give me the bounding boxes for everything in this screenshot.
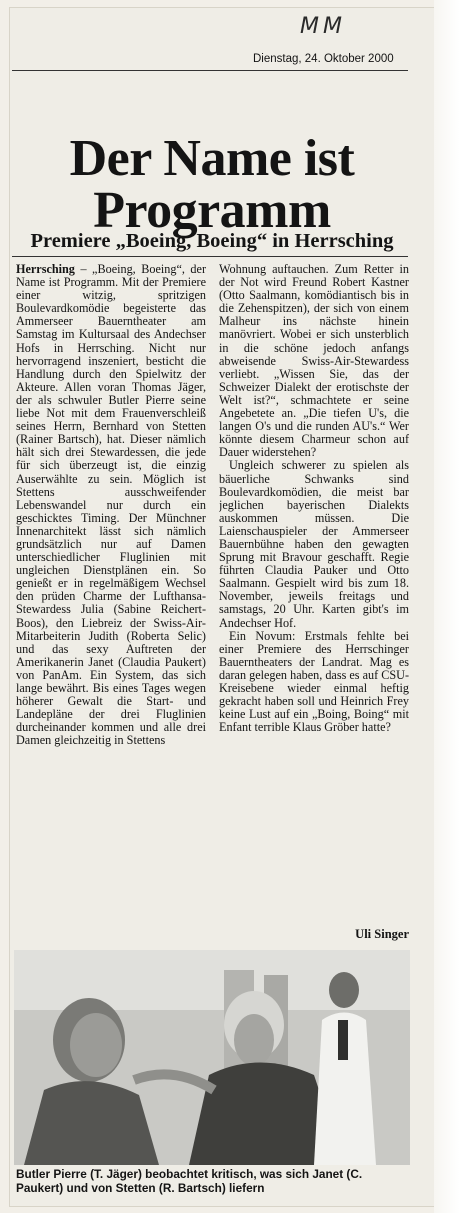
press-photo [14,950,410,1165]
lead-word: Herrsching [16,263,75,276]
subhead-rule [12,256,408,257]
handwritten-note: MM [300,14,346,39]
photo-caption: Butler Pierre (T. Jäger) beobachtet kritisch, was sich Janet (C. Paukert) und von Stetten (R. Bartsch) liefern [16,1167,363,1195]
article-column-right [219,263,409,943]
paragraph: Ein Novum: Erstmals fehlte bei einer Premiere des Herrschinger Bauerntheaters der Landrat. Mag es daran gelegen haben, dass es auf CSU-Kreisebene wieder einmal heftig gekracht haben soll und Heinrich Frey keine Lust auf ein „Boing, Boing“ mit Enfant terrible Klaus Gröber hatte? [219,628,409,735]
header-rule [12,70,408,71]
headline: Der Name ist Programm [69,129,355,239]
paragraph: Wohnung auftauchen. Zum Retter in der Not wird Freund Robert Kastner (Otto Saalmann, komödiantisch bis in die Zehenspitzen), der sich von einem Malheur ins nächste hinein manövriert. Wobei er sich unsterblich in die schöne jedoch anfangs abweisende Swiss-Air-Stewardess verliebt. „Wissen Sie, das der Schweizer Dialekt der erotischste der Welt ist?“, schmachtete er seine Angebetete an. „Die tiefen U's, die langen O's und die runden AU's.“ Wer könnte diesem Charmeur schon auf Dauer widerstehen? [219,263,409,460]
paragraph [16,263,206,747]
paper-edge [434,0,460,1213]
paragraph-text: – „Boeing, Boeing“, der Name ist Programm. Mit der Premiere einer witzig, spritzigen Boulevardkomödie begeisterte das Ammerseer Bauerntheater am Samstag im Kultursaal des Andechser Hofs in Herrsching. Nicht nur hervorragend inszeniert, besticht die Handlung durch den Spielwitz der Akteure. Allen voran Thomas Jäger, der als schwuler Butler Pierre seine liebe Not mit dem Frauenverschleiß seines Herrn, Bernhard von Stetten (Rainer Bartsch), hat. Dieser nämlich hält sich drei Stewardessen, die jede für sich überzeugt ist, die einzig Auserwählte zu sein. Möglich ist Stettens ausschweifender Lebenswandel nur durch ein geschicktes Timing. Der Münchner Innenarchitekt lässt sich nämlich grundsätzlich nur auf Damen unterschiedlicher Fluglinien mit ungleichen Dienstplänen ein. So genießt er in regelmäßigem Wechsel den prüden Charme der Lufthansa-Stewardess Julia (Sabine Reichert-Boos), den Liebreiz der Swiss-Air-Mitarbeiterin Judith (Roberta Selic) und das sexy Auftreten der Amerikanerin Janet (Claudia Paukert) von PanAm. Ein System, das sich lange bewährt. Bis eines Tages wegen höherer Gewalt die Start- und Landepläne der drei Fluglinien durcheinander kommen und alle drei Damen gleichzeitig in Stettens [16,263,206,748]
subheadline: Premiere „Boeing, Boeing“ in Herrsching [30,230,394,252]
article-column-left [16,263,206,943]
author-byline: Uli Singer [355,927,409,941]
paragraph: Ungleich schwerer zu spielen als bäuerliche Schwanks sind Boulevardkomödien, die meist bar jeglichen bayerischen Dialekts auskommen müssen. Die Laienschauspieler der Ammerseer Bauernbühne haben den gewagten Sprung mit Bravour geschafft. Regie führten Claudia Pauker und Otto Saalmann. Gespielt wird bis zum 18. November, jeweils freitags und samstags, 20 Uhr. Karten gibt's im Andechser Hof. [219,458,409,630]
photo-illustration [14,950,410,1165]
issue-date: Dienstag, 24. Oktober 2000 [253,53,394,65]
